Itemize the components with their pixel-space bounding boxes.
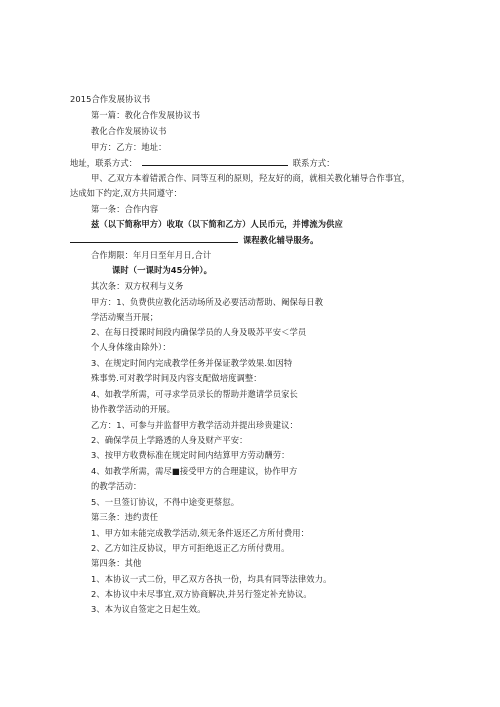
liability-clause-1: 1、甲方如未能完成教学活动,须无条件返还乙方所付费用： (91, 528, 310, 538)
period-sub: 课时（一课时为45分钟）。 (112, 265, 212, 275)
other-clause-1: 1、本协议一式二份，甲乙双方各执一份，均具有同等法律效力。 (91, 574, 332, 584)
blank-underline (70, 234, 238, 243)
other-clause-2: 2、本协议中未尽事宜,双方协商解决,并另行签定补充协议。 (91, 589, 312, 599)
party-b-clause-3: 3、按甲方收费标准在规定时间内结算甲方劳动酬劳： (91, 450, 290, 460)
party-a-clause-4: 4、如教学所需，可寻求学员录长的帮助并邀请学员家长 (91, 389, 298, 399)
party-b-clause-5: 5、一旦签订协议，不得中途变更蔡愆。 (91, 497, 240, 507)
party-b-clause-1: 乙方：1、可参与并监督甲方教学活动并提出珍贵建议： (91, 420, 298, 430)
party-a-clause-3: 3、在规定时间内完成教学任务并保证教学效果.如因特 (91, 358, 293, 368)
document-title: 2015合作发展协议书 (70, 94, 151, 104)
address-line-pre: 地址，联系方式： (70, 158, 138, 168)
party-a-clause-4-cont: 协作教学活动的开展。 (91, 404, 175, 414)
intro-line-2: 达成如下约定,双方共同遵守： (70, 188, 182, 198)
address-line-post: 联系方式： (292, 158, 335, 168)
party-a-clause-2-cont: 个人身体缘由除外）： (91, 342, 171, 352)
party-a-clause-1: 甲方：1、负费供应教化活动场所及必要活动帮助、阉保每日教 (91, 297, 324, 307)
party-a-clause-1-cont: 学活动聚当开展； (91, 312, 159, 322)
party-b-clause-4-cont: 的教学活动： (91, 481, 142, 491)
intro-line-1: 甲、乙双方本着错派合作、同等互利的原则，羟友好的商，就相关教化辅导合作事宜， (91, 173, 411, 183)
article1-line-1: 兹（以下简称甲方）收取（以下简和乙方）人民币元，并博流为供应 (91, 219, 343, 229)
section-heading: 第一篇：教化合作发展协议书 (91, 110, 201, 120)
other-clause-3: 3、本为议自签定之日起生效。 (91, 604, 206, 614)
article3-title: 第三条：违约责任 (91, 512, 159, 522)
agreement-subtitle: 教化合作发展协议书 (91, 126, 167, 136)
address-line (70, 157, 335, 169)
article4-title: 第四条：其他 (91, 558, 142, 568)
party-b-clause-2: 2、确保学员上学路透的人身及财产平安： (91, 435, 248, 445)
article2-title: 其次条：双方权利与义务 (91, 281, 184, 291)
article1-line-2 (70, 234, 319, 246)
party-line: 甲方：乙方：地址： (91, 142, 167, 152)
liability-clause-2: 2、乙方如注反协议，甲方可拒绝返正乙方所付费用。 (91, 543, 290, 553)
article1-line-2-text: 课程教化辅导服务。 (243, 235, 319, 245)
blank-underline (142, 157, 288, 166)
party-a-clause-3-cont: 殊事势.可对教学时间及内容支配做培度调整： (91, 373, 262, 383)
article1-title: 第一条：合作内容 (91, 204, 159, 214)
party-b-clause-4: 4、如教学所需，需尽■接受甲方的合理建议，协作甲方 (91, 466, 298, 476)
period-line: 合作期限：年月日至年月日,合计 (91, 250, 212, 260)
party-a-clause-2: 2、在每日授课时间段内确保学员的人身及吸苏平安＜学员 (91, 327, 307, 337)
